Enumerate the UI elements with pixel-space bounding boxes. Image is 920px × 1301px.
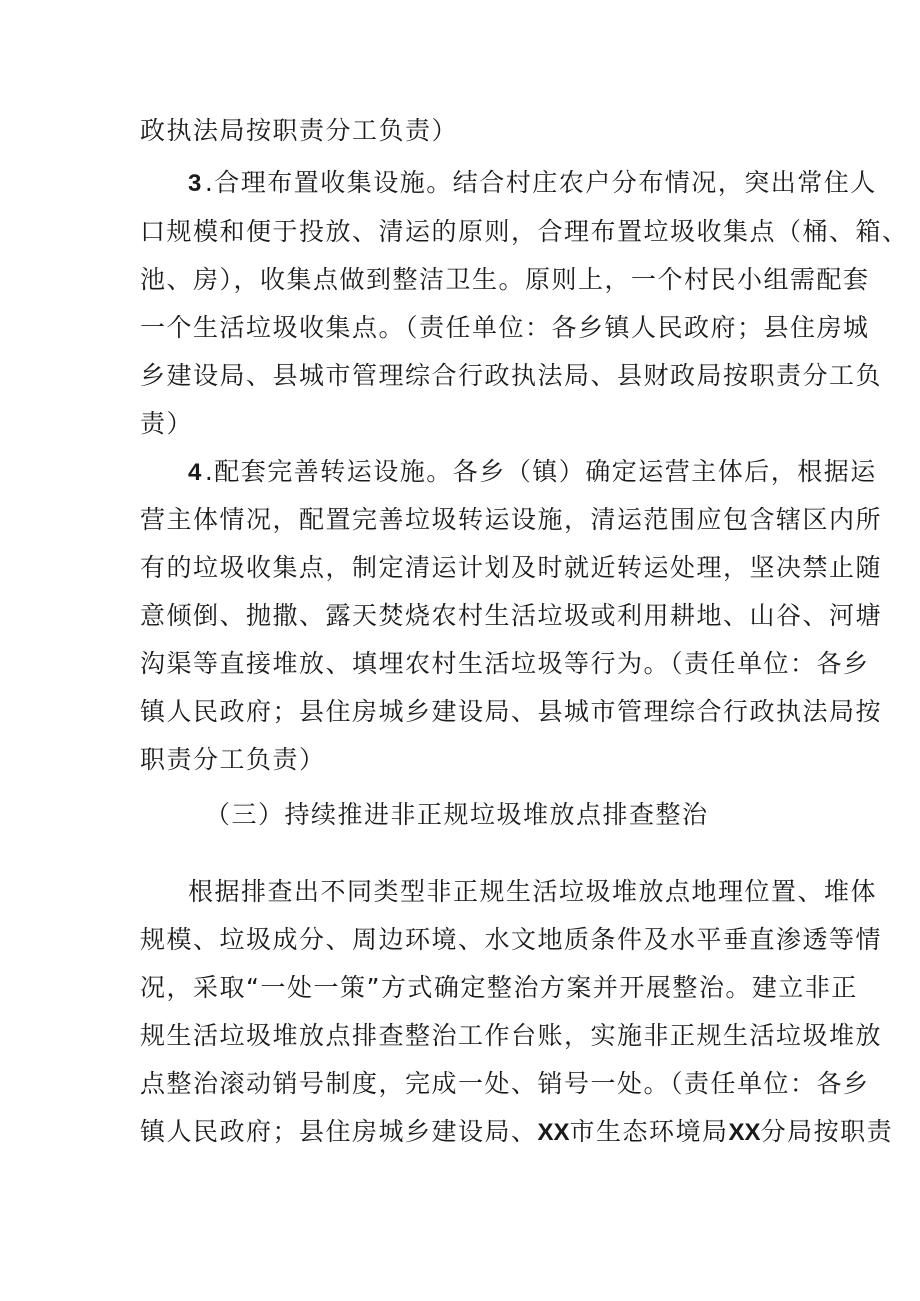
text-line: 口规模和便于投放、清运的原则，合理布置垃圾收集点（桶、箱、	[140, 217, 909, 246]
placeholder-text: XX	[728, 1119, 761, 1146]
text-line: 规模、垃圾成分、周边环境、水文地质条件及水平垂直渗透等情	[140, 925, 883, 954]
paragraph-item-4-start	[188, 457, 877, 487]
text-line: 责）	[140, 409, 194, 438]
text-run: .配套完善转运设施。各乡（镇）确定运营主体后，根据运	[204, 457, 877, 486]
text-run: 镇人民政府；县住房城乡建设局、	[140, 1117, 538, 1146]
text-line	[140, 1117, 894, 1147]
text-line: 政执法局按职责分工负责）	[140, 116, 459, 145]
text-line: 沟渠等直接堆放、填埋农村生活垃圾等行为。（责任单位：各乡	[140, 649, 870, 678]
text-line: 有的垃圾收集点，制定清运计划及时就近转运处理，坚决禁止随	[140, 553, 883, 582]
text-line: 规生活垃圾堆放点排查整治工作台账，实施非正规生活垃圾堆放	[140, 1021, 883, 1050]
placeholder-text: XX	[537, 1119, 570, 1146]
text-run: 市生态环境局	[569, 1117, 729, 1146]
text-line: 况，采取“一处一策”方式确定整治方案并开展整治。建立非正	[140, 973, 858, 1002]
text-run: 分局按职责	[760, 1117, 894, 1146]
text-line: 职责分工负责）	[140, 745, 326, 774]
text-line: 镇人民政府；县住房城乡建设局、县城市管理综合行政执法局按	[140, 697, 883, 726]
section-heading: （三）持续推进非正规垃圾堆放点排查整治	[205, 800, 709, 829]
text-line: 乡建设局、县城市管理综合行政执法局、县财政局按职责分工负	[140, 361, 883, 390]
text-line: 点整治滚动销号制度，完成一处、销号一处。（责任单位：各乡	[140, 1069, 870, 1098]
item-number: 4	[188, 459, 203, 486]
item-number: 3	[188, 170, 203, 197]
paragraph-start: 根据排查出不同类型非正规生活垃圾堆放点地理位置、堆体	[188, 877, 878, 906]
text-line: 意倾倒、抛撒、露天焚烧农村生活垃圾或利用耕地、山谷、河塘	[140, 601, 883, 630]
paragraph-item-3-start	[188, 168, 877, 198]
text-run: .合理布置收集设施。结合村庄农户分布情况，突出常住人	[204, 168, 877, 197]
text-line: 一个生活垃圾收集点。（责任单位：各乡镇人民政府；县住房城	[140, 313, 870, 342]
text-line: 营主体情况，配置完善垃圾转运设施，清运范围应包含辖区内所	[140, 505, 883, 534]
text-line: 池、房），收集点做到整洁卫生。原则上，一个村民小组需配套	[140, 265, 870, 294]
